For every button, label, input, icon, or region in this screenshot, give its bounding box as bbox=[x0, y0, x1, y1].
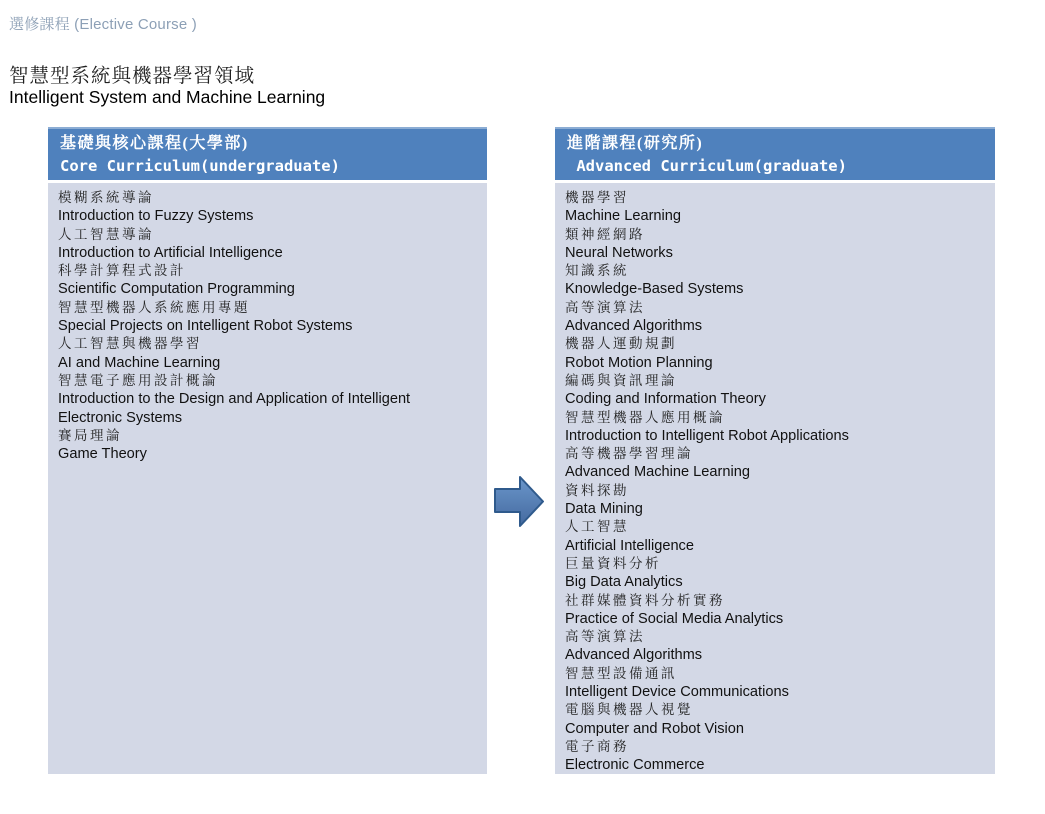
page-title-zh: 智慧型系統與機器學習領域 bbox=[9, 65, 256, 87]
course-item bbox=[565, 299, 985, 336]
course-item bbox=[58, 226, 477, 263]
course-title-zh: 智慧電子應用設計概論 bbox=[58, 372, 218, 388]
course-title-en: Introduction to Fuzzy Systems bbox=[58, 208, 254, 225]
core-curriculum-panel bbox=[48, 127, 487, 774]
course-title-zh: 人工智慧與機器學習 bbox=[58, 336, 202, 352]
course-title-zh: 機器人運動規劃 bbox=[565, 336, 677, 352]
page-title-en: Intelligent System and Machine Learning bbox=[9, 87, 326, 107]
course-title-en: Data Mining bbox=[565, 501, 643, 518]
course-item bbox=[565, 592, 985, 629]
course-item bbox=[58, 189, 477, 226]
course-title-en: Introduction to the Design and Application of Intelligent Electronic Systems bbox=[58, 391, 411, 426]
course-title-zh: 模糊系統導論 bbox=[58, 190, 154, 205]
course-title-zh: 類神經網路 bbox=[565, 226, 645, 242]
course-title-en: Robot Motion Planning bbox=[565, 354, 713, 371]
course-title-zh: 人工智慧導論 bbox=[58, 226, 154, 242]
course-title-zh: 巨量資料分析 bbox=[565, 555, 661, 571]
course-title-en: Advanced Algorithms bbox=[565, 318, 703, 335]
course-title-zh: 高等演算法 bbox=[565, 629, 645, 645]
course-item bbox=[565, 738, 985, 774]
core-curriculum-header bbox=[48, 127, 487, 180]
course-title-zh: 知識系統 bbox=[565, 263, 629, 279]
course-title-en: Introduction to Intelligent Robot Applications bbox=[565, 427, 849, 444]
course-item bbox=[58, 262, 477, 299]
core-curriculum-course-list bbox=[48, 183, 487, 774]
course-title-en: Game Theory bbox=[58, 446, 147, 463]
course-title-en: Intelligent Device Communications bbox=[565, 684, 789, 701]
course-title-en: Computer and Robot Vision bbox=[565, 720, 745, 737]
course-title-en: Introduction to Artificial Intelligence bbox=[58, 244, 283, 261]
course-title-en: Knowledge-Based Systems bbox=[565, 281, 744, 298]
course-item bbox=[565, 226, 985, 263]
course-title-zh: 高等演算法 bbox=[565, 299, 645, 315]
right-block-arrow-icon bbox=[494, 476, 545, 528]
course-title-zh: 編碼與資訊理論 bbox=[565, 372, 677, 388]
course-title-zh: 智慧型機器人系統應用專題 bbox=[58, 299, 250, 315]
course-item bbox=[565, 555, 985, 592]
elective-course-label: 選修課程 (Elective Course ) bbox=[9, 16, 197, 33]
course-title-en: Practice of Social Media Analytics bbox=[565, 610, 784, 627]
advanced-curriculum-course-list bbox=[555, 183, 995, 774]
course-title-zh: 機器學習 bbox=[565, 190, 629, 205]
advanced-curriculum-panel bbox=[555, 127, 995, 774]
course-title-en: Advanced Algorithms bbox=[565, 647, 703, 664]
course-item bbox=[565, 372, 985, 409]
course-title-zh: 高等機器學習理論 bbox=[565, 446, 693, 462]
course-title-en: Coding and Information Theory bbox=[565, 391, 766, 408]
advanced-curriculum-header-en: Advanced Curriculum(graduate) bbox=[567, 157, 847, 175]
advanced-curriculum-header-zh: 進階課程(研究所) bbox=[567, 135, 704, 152]
course-title-en: Machine Learning bbox=[565, 208, 682, 225]
course-title-en: Big Data Analytics bbox=[565, 574, 683, 591]
course-item bbox=[58, 427, 477, 464]
course-item bbox=[565, 262, 985, 299]
course-title-en: Scientific Computation Programming bbox=[58, 281, 295, 298]
course-title-en: Electronic Commerce bbox=[565, 757, 705, 774]
course-title-zh: 人工智慧 bbox=[565, 519, 629, 535]
core-curriculum-header-en: Core Curriculum(undergraduate) bbox=[60, 157, 340, 175]
course-item bbox=[565, 189, 985, 226]
course-item bbox=[565, 335, 985, 372]
course-title-zh: 社群媒體資料分析實務 bbox=[565, 592, 725, 608]
course-title-zh: 賽局理論 bbox=[58, 427, 122, 443]
course-title-zh: 電腦與機器人視覺 bbox=[565, 702, 693, 718]
course-title-zh: 電子商務 bbox=[565, 738, 629, 754]
course-item bbox=[565, 445, 985, 482]
course-item bbox=[565, 665, 985, 702]
core-curriculum-header-zh: 基礎與核心課程(大學部) bbox=[60, 135, 249, 152]
course-item bbox=[565, 409, 985, 446]
course-item bbox=[58, 299, 477, 336]
course-title-en: Neural Networks bbox=[565, 244, 673, 261]
advanced-curriculum-header bbox=[555, 127, 995, 180]
course-item bbox=[58, 372, 477, 427]
course-item bbox=[565, 482, 985, 519]
course-item bbox=[58, 335, 477, 372]
course-title-en: Artificial Intelligence bbox=[565, 537, 694, 554]
course-title-en: Advanced Machine Learning bbox=[565, 464, 750, 481]
course-title-en: AI and Machine Learning bbox=[58, 354, 221, 371]
course-item bbox=[565, 518, 985, 555]
course-title-zh: 智慧型設備通訊 bbox=[565, 665, 677, 681]
course-item bbox=[565, 701, 985, 738]
course-title-zh: 資料探勘 bbox=[565, 482, 629, 498]
course-title-zh: 智慧型機器人應用概論 bbox=[565, 409, 725, 425]
course-item bbox=[565, 628, 985, 665]
course-title-en: Special Projects on Intelligent Robot Systems bbox=[58, 318, 353, 335]
course-title-zh: 科學計算程式設計 bbox=[58, 263, 186, 279]
